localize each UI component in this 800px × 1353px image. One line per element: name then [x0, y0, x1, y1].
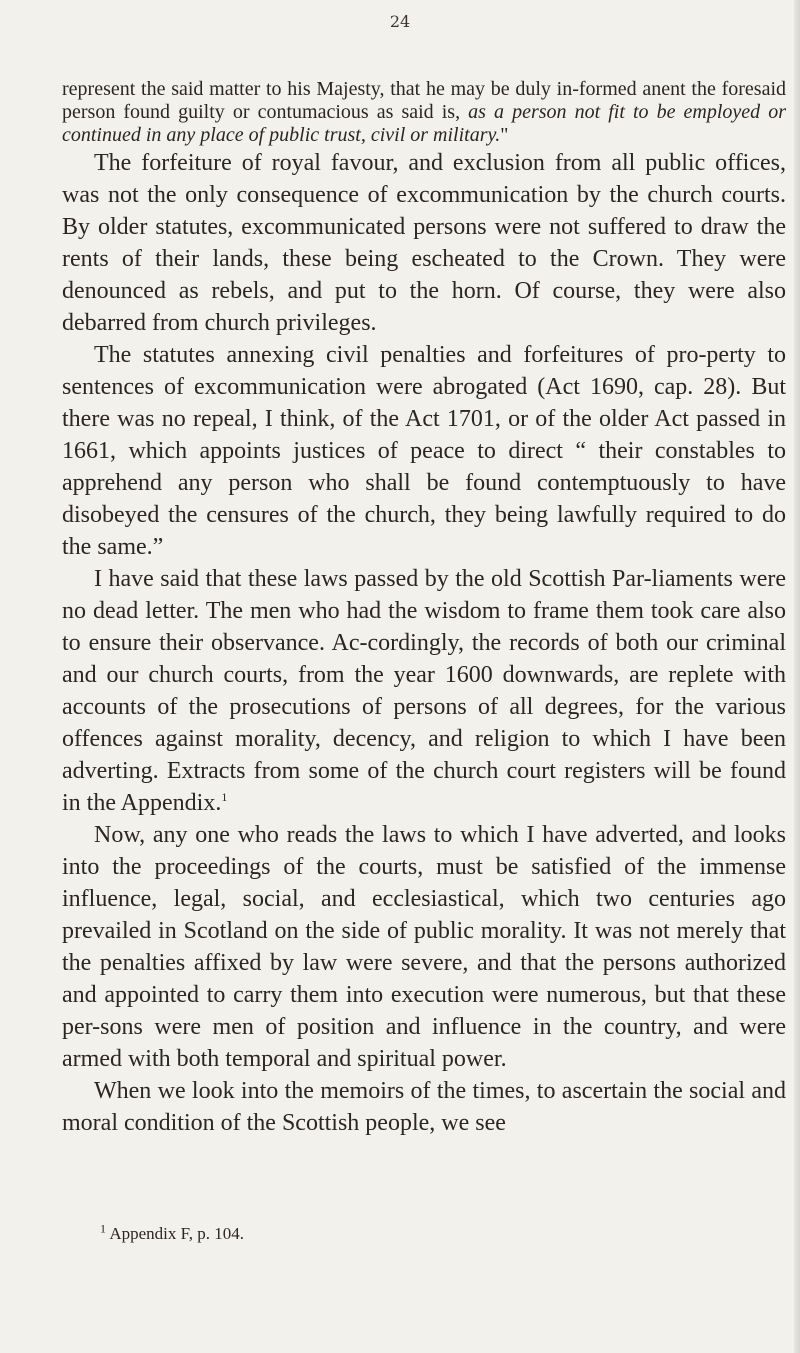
paragraph	[62, 78, 786, 147]
paragraph	[62, 563, 786, 819]
paragraph: The forfeiture of royal favour, and exclusion from all public offices, was not the only consequence of excommunication by the church courts. By older statutes, excommunicated persons were not suffered to draw the rents of their lands, these being escheated to the Crown. They were denounced as rebels, and put to the horn. Of course, they were also debarred from church privileges.	[62, 150, 786, 336]
closing-quote: "	[500, 124, 509, 146]
paragraph: The statutes annexing civil penalties and forfeitures of pro-perty to sentences of excommunication were abrogated (Act 1690, cap. 28). But there was no repeal, I think, of the Act 1701, or of the older Act passed in 1661, which appoints justices of peace to direct “ their constables to apprehend any person who shall be found contemptuously to have disobeyed the censures of the church, they being lawfully required to do the same.”	[62, 342, 786, 560]
italic-quote: as a person not fit to be employed or continued in any place of public trust, civil or military.	[62, 101, 786, 146]
paragraph: When we look into the memoirs of the times, to ascertain the social and moral condition of the Scottish people, we see	[62, 1078, 786, 1136]
footnote-marker: 1	[100, 1221, 106, 1236]
footnote	[100, 1221, 244, 1244]
paragraph: Now, any one who reads the laws to which I have adverted, and looks into the proceedings of the courts, must be satisfied of the immense influence, legal, social, and ecclesiastical, which two centuries ago prevailed in Scotland on the side of public morality. It was not merely that the penalties affixed by law were severe, and that the persons authorized and appointed to carry them into execution were numerous, but that these per-sons were men of position and influence in the country, and were armed with both temporal and spiritual power.	[62, 822, 786, 1072]
page-number: 24	[389, 12, 411, 31]
paragraph-text: represent the said matter to his Majesty, that he may be duly in-formed anent the foresaid person found guilty or contumacious as said is,	[62, 78, 786, 123]
page-edge	[794, 0, 800, 1353]
body-text	[62, 78, 786, 1139]
footnote-text: Appendix F, p. 104.	[109, 1224, 244, 1243]
footnote-ref: 1	[221, 790, 228, 804]
paragraph-text: I have said that these laws passed by the old Scottish Par-liaments were no dead letter. The men who had the wisdom to frame them took care also to ensure their observance. Ac-cordingly, the records of both our criminal and our church courts, from the year 1600 downwards, are replete with accounts of the prosecutions of persons of all degrees, for the various offences against morality, decency, and religion to which I have been adverting. Extracts from some of the church court registers will be found in the Appendix.	[62, 566, 786, 816]
